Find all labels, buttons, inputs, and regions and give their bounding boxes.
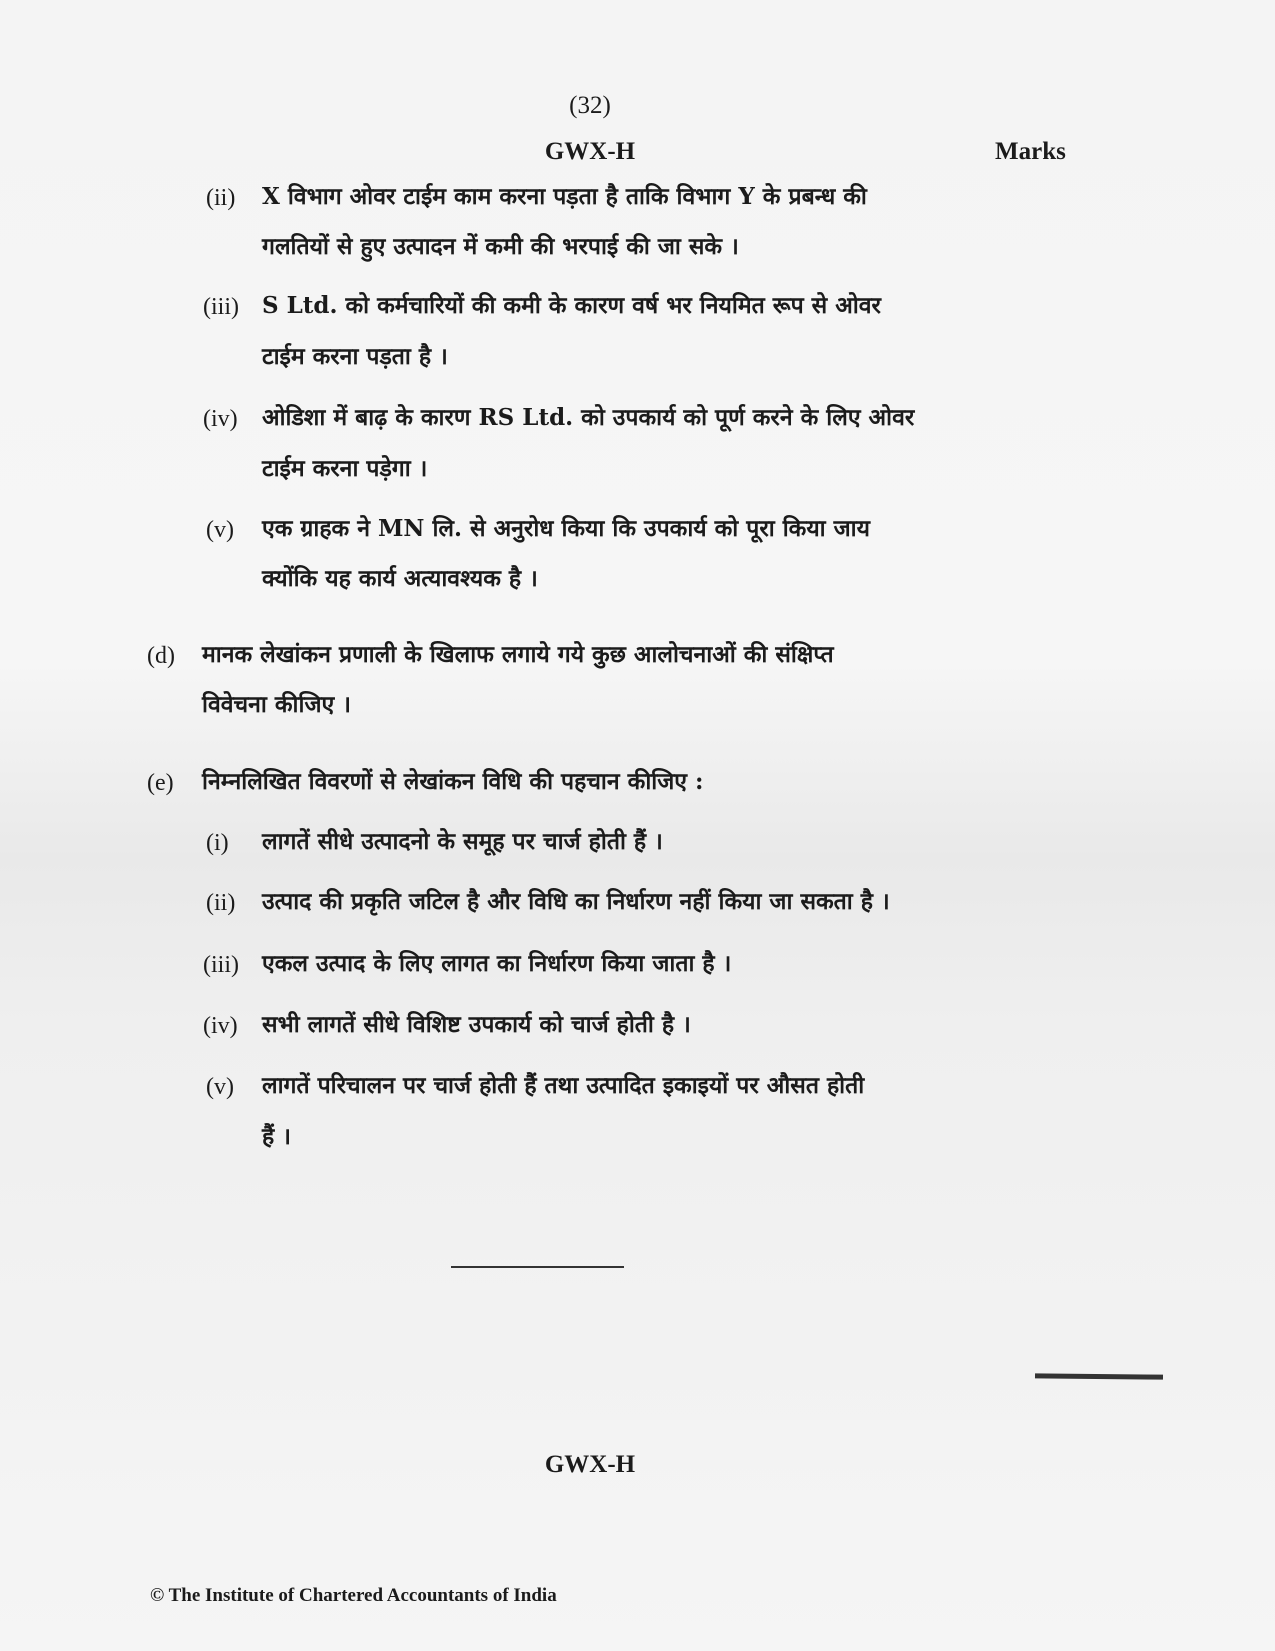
item-ii-text-1: X विभाग ओवर टाईम काम करना पड़ता है ताकि विभाग Y के प्रबन्ध की xyxy=(262,183,867,210)
section-d-line1: मानक लेखांकन प्रणाली के खिलाफ लगाये गये कुछ आलोचनाओं की संक्षिप्त xyxy=(202,641,834,668)
section-d-line2: विवेचना कीजिए । xyxy=(202,691,351,718)
section-e-intro: निम्नलिखित विवरणों से लेखांकन विधि की पहचान कीजिए : xyxy=(202,768,704,795)
item-v-line1: एक ग्राहक ने MN लि. से अनुरोध किया कि उपकार्य को पूरा किया जाय xyxy=(262,515,870,542)
item-iii-line2: टाईम करना पड़ता है । xyxy=(262,343,448,370)
item-iii-label: (iii) xyxy=(203,294,239,320)
section-e-item-text: उत्पाद की प्रकृति जटिल है और विधि का निर्धारण नहीं किया जा सकता है । xyxy=(262,888,890,915)
end-of-questions-rule xyxy=(451,1266,624,1268)
section-e-item-text: सभी लागतें सीधे विशिष्ट उपकार्य को चार्ज होती है । xyxy=(262,1011,691,1038)
page-number: (32) xyxy=(569,92,611,119)
item-v-label: (v) xyxy=(206,517,234,543)
section-e-item-label: (iv) xyxy=(203,1013,238,1039)
section-e-item-label: (iii) xyxy=(203,952,239,978)
item-ii-line1 xyxy=(262,182,940,212)
paper-code-header: GWX-H xyxy=(544,138,636,165)
section-d-label: (d) xyxy=(147,643,175,669)
section-e-item-text: लागतें सीधे उत्पादनो के समूह पर चार्ज होती हैं । xyxy=(262,828,663,855)
section-e-item-text-continued: हैं । xyxy=(262,1123,291,1150)
section-e-item-label: (v) xyxy=(206,1074,234,1100)
item-iv-line1: ओडिशा में बाढ़ के कारण RS Ltd. को उपकार्य को पूर्ण करने के लिए ओवर xyxy=(262,404,915,431)
section-e-item-text: एकल उत्पाद के लिए लागत का निर्धारण किया जाता है । xyxy=(262,950,732,977)
paper-code-footer: GWX-H xyxy=(544,1451,636,1478)
item-iii-line1: S Ltd. को कर्मचारियों की कमी के कारण वर्ष भर नियमित रूप से ओवर xyxy=(262,292,881,319)
copyright-notice: © The Institute of Chartered Accountants of India xyxy=(150,1585,557,1606)
section-e-item-label: (ii) xyxy=(206,890,236,916)
section-e-item-label: (i) xyxy=(206,830,229,856)
pen-stroke-mark xyxy=(1035,1373,1163,1379)
item-ii-line2: गलतियों से हुए उत्पादन में कमी की भरपाई की जा सके । xyxy=(262,233,739,260)
marks-column-label: Marks xyxy=(995,138,1066,165)
item-ii-label: (ii) xyxy=(206,185,236,211)
item-v-line2: क्योंकि यह कार्य अत्यावश्यक है । xyxy=(262,565,538,592)
item-iv-label: (iv) xyxy=(203,406,238,432)
section-e-label: (e) xyxy=(147,770,174,796)
section-e-item-text: लागतें परिचालन पर चार्ज होती हैं तथा उत्पादित इकाइयों पर औसत होती xyxy=(262,1072,865,1099)
item-iv-line2: टाईम करना पड़ेगा । xyxy=(262,455,428,482)
